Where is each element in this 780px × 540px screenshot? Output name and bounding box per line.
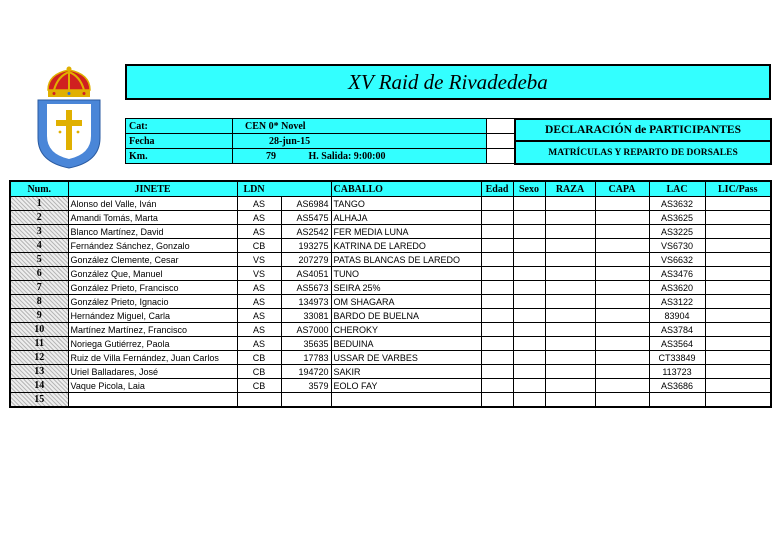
declaration-box xyxy=(514,118,772,165)
sexo-cell xyxy=(513,211,545,225)
ldn-region-cell: VS xyxy=(237,267,281,281)
table-header-row xyxy=(10,181,771,197)
table-row xyxy=(10,267,771,281)
caballo-cell: TUNO xyxy=(331,267,481,281)
ldn-region-cell: AS xyxy=(237,323,281,337)
caballo-cell xyxy=(331,393,481,408)
jinete-cell: Uriel Balladares, José xyxy=(68,365,237,379)
lac-cell: CT33849 xyxy=(649,351,705,365)
km-salida-cell xyxy=(233,149,487,164)
caballo-cell: KATRINA DE LAREDO xyxy=(331,239,481,253)
caballo-cell: OM SHAGARA xyxy=(331,295,481,309)
jinete-cell: Vaque Picola, Laia xyxy=(68,379,237,393)
ldn-code-cell: 3579 xyxy=(281,379,331,393)
raza-cell xyxy=(545,239,595,253)
event-info-table xyxy=(125,118,520,164)
lac-cell: AS3784 xyxy=(649,323,705,337)
jinete-cell: Noriega Gutiérrez, Paola xyxy=(68,337,237,351)
capa-cell xyxy=(595,323,649,337)
caballo-cell: ALHAJA xyxy=(331,211,481,225)
capa-cell xyxy=(595,393,649,408)
lic-pass-cell xyxy=(705,281,771,295)
jinete-cell: Amandi Tomás, Marta xyxy=(68,211,237,225)
edad-cell xyxy=(481,239,513,253)
col-lac: LAC xyxy=(649,181,705,197)
ldn-code-cell: AS6984 xyxy=(281,197,331,211)
cat-label: Cat: xyxy=(126,119,233,134)
col-edad: Edad xyxy=(481,181,513,197)
lac-cell: AS3564 xyxy=(649,337,705,351)
lac-cell: AS3632 xyxy=(649,197,705,211)
lac-cell xyxy=(649,393,705,408)
ldn-region-cell: AS xyxy=(237,197,281,211)
matriculas-heading: MATRÍCULAS Y REPARTO DE DORSALES xyxy=(548,148,738,158)
ldn-code-cell: 193275 xyxy=(281,239,331,253)
num-cell: 13 xyxy=(10,365,68,379)
lac-cell: 113723 xyxy=(649,365,705,379)
edad-cell xyxy=(481,211,513,225)
lic-pass-cell xyxy=(705,225,771,239)
jinete-cell: González Que, Manuel xyxy=(68,267,237,281)
sexo-cell xyxy=(513,323,545,337)
lic-pass-cell xyxy=(705,337,771,351)
edad-cell xyxy=(481,351,513,365)
edad-cell xyxy=(481,365,513,379)
num-cell: 1 xyxy=(10,197,68,211)
num-cell: 11 xyxy=(10,337,68,351)
capa-cell xyxy=(595,295,649,309)
lac-cell: AS3620 xyxy=(649,281,705,295)
sexo-cell xyxy=(513,379,545,393)
lac-cell: AS3122 xyxy=(649,295,705,309)
lic-pass-cell xyxy=(705,267,771,281)
lic-pass-cell xyxy=(705,197,771,211)
ldn-code-cell: 207279 xyxy=(281,253,331,267)
lic-pass-cell xyxy=(705,309,771,323)
salida-time: H. Salida: 9:00:00 xyxy=(308,150,386,162)
ldn-code-cell: AS2542 xyxy=(281,225,331,239)
num-cell: 12 xyxy=(10,351,68,365)
participants-table xyxy=(9,180,772,408)
table-row xyxy=(10,295,771,309)
lic-pass-cell xyxy=(705,239,771,253)
ldn-code-cell: 17783 xyxy=(281,351,331,365)
raza-cell xyxy=(545,281,595,295)
sexo-cell xyxy=(513,225,545,239)
lac-cell: AS3625 xyxy=(649,211,705,225)
raza-cell xyxy=(545,267,595,281)
jinete-cell: Hernández Miguel, Carla xyxy=(68,309,237,323)
raza-cell xyxy=(545,253,595,267)
lac-cell: VS6730 xyxy=(649,239,705,253)
raza-cell xyxy=(545,309,595,323)
fecha-label: Fecha xyxy=(126,134,233,149)
lic-pass-cell xyxy=(705,393,771,408)
capa-cell xyxy=(595,365,649,379)
ldn-region-cell: VS xyxy=(237,253,281,267)
table-row xyxy=(10,351,771,365)
ldn-region-cell: CB xyxy=(237,351,281,365)
table-row xyxy=(10,253,771,267)
table-row xyxy=(10,365,771,379)
capa-cell xyxy=(595,267,649,281)
col-raza: RAZA xyxy=(545,181,595,197)
jinete-cell: Martínez Martínez, Francisco xyxy=(68,323,237,337)
edad-cell xyxy=(481,393,513,408)
capa-cell xyxy=(595,197,649,211)
raza-cell xyxy=(545,225,595,239)
raza-cell xyxy=(545,351,595,365)
table-row xyxy=(10,281,771,295)
sexo-cell xyxy=(513,281,545,295)
ldn-region-cell: AS xyxy=(237,281,281,295)
table-row xyxy=(10,337,771,351)
lic-pass-cell xyxy=(705,323,771,337)
capa-cell xyxy=(595,379,649,393)
num-cell: 9 xyxy=(10,309,68,323)
lic-pass-cell xyxy=(705,253,771,267)
raza-cell xyxy=(545,211,595,225)
title-banner xyxy=(125,64,771,100)
jinete-cell: Alonso del Valle, Iván xyxy=(68,197,237,211)
event-title: XV Raid de Rivadedeba xyxy=(348,69,548,94)
ldn-region-cell: AS xyxy=(237,295,281,309)
edad-cell xyxy=(481,337,513,351)
raza-cell xyxy=(545,379,595,393)
edad-cell xyxy=(481,281,513,295)
ldn-code-cell: AS5673 xyxy=(281,281,331,295)
num-cell: 5 xyxy=(10,253,68,267)
edad-cell xyxy=(481,225,513,239)
cat-value: CEN 0* Novel xyxy=(233,119,487,134)
fecha-value: 28-jun-15 xyxy=(233,134,487,149)
sexo-cell xyxy=(513,267,545,281)
num-cell: 14 xyxy=(10,379,68,393)
lic-pass-cell xyxy=(705,351,771,365)
jinete-cell xyxy=(68,393,237,408)
sexo-cell xyxy=(513,197,545,211)
jinete-cell: González Prieto, Francisco xyxy=(68,281,237,295)
col-sexo: Sexo xyxy=(513,181,545,197)
col-caballo: CABALLO xyxy=(331,181,481,197)
km-label: Km. xyxy=(126,149,233,164)
caballo-cell: CHEROKY xyxy=(331,323,481,337)
ldn-code-cell: 35635 xyxy=(281,337,331,351)
num-cell: 15 xyxy=(10,393,68,408)
ldn-code-cell xyxy=(281,393,331,408)
ldn-region-cell: AS xyxy=(237,225,281,239)
ldn-code-cell: 134973 xyxy=(281,295,331,309)
ldn-code-cell: 33081 xyxy=(281,309,331,323)
ldn-region-cell: AS xyxy=(237,309,281,323)
jinete-cell: Blanco Martínez, David xyxy=(68,225,237,239)
ldn-code-cell: AS5475 xyxy=(281,211,331,225)
num-cell: 10 xyxy=(10,323,68,337)
federation-logo-icon xyxy=(34,66,104,170)
edad-cell xyxy=(481,309,513,323)
ldn-code-cell: AS4051 xyxy=(281,267,331,281)
caballo-cell: EOLO FAY xyxy=(331,379,481,393)
edad-cell xyxy=(481,323,513,337)
edad-cell xyxy=(481,295,513,309)
caballo-cell: SAKIR xyxy=(331,365,481,379)
caballo-cell: BARDO DE BUELNA xyxy=(331,309,481,323)
table-row xyxy=(10,393,771,408)
table-row xyxy=(10,379,771,393)
capa-cell xyxy=(595,239,649,253)
raza-cell xyxy=(545,393,595,408)
edad-cell xyxy=(481,379,513,393)
table-row xyxy=(10,309,771,323)
ldn-region-cell: CB xyxy=(237,379,281,393)
table-row xyxy=(10,211,771,225)
jinete-cell: Fernández Sánchez, Gonzalo xyxy=(68,239,237,253)
lac-cell: AS3686 xyxy=(649,379,705,393)
raza-cell xyxy=(545,337,595,351)
ldn-region-cell xyxy=(237,393,281,408)
table-row xyxy=(10,323,771,337)
table-row xyxy=(10,197,771,211)
sexo-cell xyxy=(513,309,545,323)
col-capa: CAPA xyxy=(595,181,649,197)
caballo-cell: SEIRA 25% xyxy=(331,281,481,295)
sexo-cell xyxy=(513,253,545,267)
caballo-cell: USSAR DE VARBES xyxy=(331,351,481,365)
lic-pass-cell xyxy=(705,211,771,225)
col-num: Num. xyxy=(10,181,68,197)
jinete-cell: Ruiz de Villa Fernández, Juan Carlos xyxy=(68,351,237,365)
edad-cell xyxy=(481,197,513,211)
declaracion-heading: DECLARACIÓN de PARTICIPANTES xyxy=(516,120,770,142)
capa-cell xyxy=(595,309,649,323)
capa-cell xyxy=(595,281,649,295)
num-cell: 7 xyxy=(10,281,68,295)
raza-cell xyxy=(545,323,595,337)
capa-cell xyxy=(595,351,649,365)
sexo-cell xyxy=(513,393,545,408)
ldn-region-cell: CB xyxy=(237,239,281,253)
caballo-cell: PATAS BLANCAS DE LAREDO xyxy=(331,253,481,267)
capa-cell xyxy=(595,337,649,351)
caballo-cell: FER MEDIA LUNA xyxy=(331,225,481,239)
raza-cell xyxy=(545,197,595,211)
caballo-cell: TANGO xyxy=(331,197,481,211)
sexo-cell xyxy=(513,351,545,365)
raza-cell xyxy=(545,365,595,379)
num-cell: 4 xyxy=(10,239,68,253)
capa-cell xyxy=(595,225,649,239)
ldn-region-cell: AS xyxy=(237,211,281,225)
km-value: 79 xyxy=(266,150,276,162)
lic-pass-cell xyxy=(705,295,771,309)
table-row xyxy=(10,225,771,239)
num-cell: 6 xyxy=(10,267,68,281)
ldn-code-cell: 194720 xyxy=(281,365,331,379)
lic-pass-cell xyxy=(705,379,771,393)
jinete-cell: González Clemente, Cesar xyxy=(68,253,237,267)
col-jinete: JINETE xyxy=(68,181,237,197)
jinete-cell: González Prieto, Ignacio xyxy=(68,295,237,309)
col-lic-pass: LIC/Pass xyxy=(705,181,771,197)
lic-pass-cell xyxy=(705,365,771,379)
sexo-cell xyxy=(513,239,545,253)
edad-cell xyxy=(481,267,513,281)
caballo-cell: BEDUINA xyxy=(331,337,481,351)
lac-cell: 83904 xyxy=(649,309,705,323)
lac-cell: AS3225 xyxy=(649,225,705,239)
capa-cell xyxy=(595,211,649,225)
sexo-cell xyxy=(513,337,545,351)
edad-cell xyxy=(481,253,513,267)
ldn-code-cell: AS7000 xyxy=(281,323,331,337)
col-ldn: LDN xyxy=(237,181,331,197)
ldn-region-cell: AS xyxy=(237,337,281,351)
num-cell: 2 xyxy=(10,211,68,225)
capa-cell xyxy=(595,253,649,267)
sexo-cell xyxy=(513,365,545,379)
num-cell: 3 xyxy=(10,225,68,239)
lac-cell: VS6632 xyxy=(649,253,705,267)
raza-cell xyxy=(545,295,595,309)
table-row xyxy=(10,239,771,253)
lac-cell: AS3476 xyxy=(649,267,705,281)
ldn-region-cell: CB xyxy=(237,365,281,379)
num-cell: 8 xyxy=(10,295,68,309)
sexo-cell xyxy=(513,295,545,309)
